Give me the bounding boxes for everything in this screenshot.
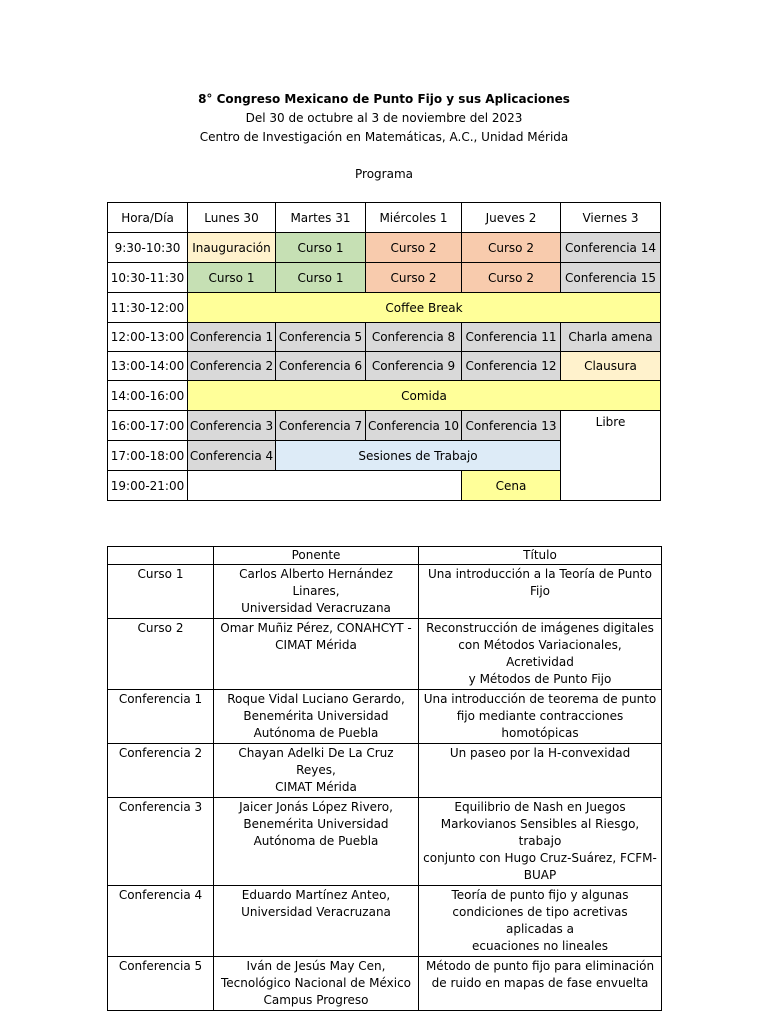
title-line: homotópicas xyxy=(501,726,579,740)
session-cell: Curso 1 xyxy=(188,263,276,293)
session-cell: Curso 1 xyxy=(276,233,366,263)
title-line: con Métodos Variacionales, Acretividad xyxy=(458,638,622,669)
dinner-cell: Cena xyxy=(462,471,561,501)
congress-dates: Del 30 de octubre al 3 de noviembre del 2023 xyxy=(245,111,523,125)
schedule-header-cell: Jueves 2 xyxy=(462,203,561,233)
schedule-header-cell: Miércoles 1 xyxy=(366,203,462,233)
empty-cell xyxy=(188,471,462,501)
session-cell: Charla amena xyxy=(561,323,661,352)
session-cell: Conferencia 10 xyxy=(366,411,462,441)
item-cell: Conferencia 3 xyxy=(108,798,214,886)
item-cell: Curso 2 xyxy=(108,619,214,690)
title-line: Markovianos Sensibles al Riesgo, trabajo xyxy=(440,817,640,848)
title-line: Equilibrio de Nash en Juegos xyxy=(454,800,626,814)
session-cell: Conferencia 7 xyxy=(276,411,366,441)
time-cell: 9:30-10:30 xyxy=(108,233,188,263)
time-cell: 17:00-18:00 xyxy=(108,441,188,471)
time-cell: 11:30-12:00 xyxy=(108,293,188,323)
schedule-row xyxy=(108,381,661,411)
speaker-cell xyxy=(214,744,419,798)
speaker-line: CIMAT Mérida xyxy=(275,638,357,652)
work-sessions-cell: Sesiones de Trabajo xyxy=(276,441,561,471)
coffee-break-cell: Coffee Break xyxy=(188,293,661,323)
speaker-line: Benemérita Universidad xyxy=(243,817,389,831)
table-row xyxy=(108,798,662,886)
item-cell: Conferencia 2 xyxy=(108,744,214,798)
table-row xyxy=(108,957,662,1011)
time-cell: 13:00-14:00 xyxy=(108,352,188,381)
speakers-header-cell: Ponente xyxy=(214,547,419,565)
table-row xyxy=(108,619,662,690)
item-cell: Conferencia 5 xyxy=(108,957,214,1011)
speaker-line: Chayan Adelki De La Cruz Reyes, xyxy=(238,746,394,777)
title-line: Método de punto fijo para eliminación xyxy=(425,959,655,973)
program-label: Programa xyxy=(355,167,413,181)
session-cell: Conferencia 12 xyxy=(462,352,561,381)
schedule-header-row xyxy=(108,203,661,233)
time-cell: 12:00-13:00 xyxy=(108,323,188,352)
session-cell: Conferencia 11 xyxy=(462,323,561,352)
title-cell xyxy=(419,798,662,886)
time-cell: 16:00-17:00 xyxy=(108,411,188,441)
item-cell: Conferencia 1 xyxy=(108,690,214,744)
table-row xyxy=(108,886,662,957)
speakers-body xyxy=(108,565,662,1011)
session-cell: Conferencia 13 xyxy=(462,411,561,441)
title-line: Una introducción de teorema de punto xyxy=(423,692,657,706)
speaker-cell xyxy=(214,886,419,957)
speaker-line: Tecnológico Nacional de México xyxy=(220,976,412,990)
title-cell xyxy=(419,886,662,957)
schedule-header-cell: Viernes 3 xyxy=(561,203,661,233)
table-row xyxy=(108,744,662,798)
speakers-header-row xyxy=(108,547,662,565)
schedule-header-cell: Lunes 30 xyxy=(188,203,276,233)
title-line: de ruido en mapas de fase envuelta xyxy=(431,976,649,990)
speaker-line: Campus Progreso xyxy=(263,993,369,1007)
speaker-line: Universidad Veracruzana xyxy=(241,601,391,615)
session-cell: Conferencia 2 xyxy=(188,352,276,381)
speaker-line: Roque Vidal Luciano Gerardo, xyxy=(227,692,405,706)
free-cell: Libre xyxy=(561,411,661,501)
title-line: Fijo xyxy=(529,584,551,598)
title-line: condiciones de tipo acretivas aplicadas a xyxy=(452,905,628,936)
speaker-line: Universidad Veracruzana xyxy=(241,905,391,919)
time-cell: 19:00-21:00 xyxy=(108,471,188,501)
session-cell: Conferencia 15 xyxy=(561,263,661,293)
congress-venue: Centro de Investigación en Matemáticas, A.C., Unidad Mérida xyxy=(199,130,569,144)
schedule-header-cell: Martes 31 xyxy=(276,203,366,233)
title-line: ecuaciones no lineales xyxy=(471,939,608,953)
session-cell: Inauguración xyxy=(188,233,276,263)
speaker-line: Autónoma de Puebla xyxy=(253,726,379,740)
speaker-line: Autónoma de Puebla xyxy=(253,834,379,848)
session-cell: Conferencia 3 xyxy=(188,411,276,441)
item-cell: Conferencia 4 xyxy=(108,886,214,957)
session-cell: Clausura xyxy=(561,352,661,381)
schedule-row xyxy=(108,263,661,293)
time-cell: 10:30-11:30 xyxy=(108,263,188,293)
session-cell: Curso 2 xyxy=(366,263,462,293)
schedule-row xyxy=(108,411,661,441)
title-line: Teoría de punto fijo y algunas xyxy=(451,888,629,902)
schedule-row xyxy=(108,293,661,323)
speaker-line: Iván de Jesús May Cen, xyxy=(246,959,386,973)
session-cell: Curso 2 xyxy=(462,263,561,293)
time-cell: 14:00-16:00 xyxy=(108,381,188,411)
schedule-table xyxy=(107,202,661,501)
schedule-row xyxy=(108,352,661,381)
table-row xyxy=(108,690,662,744)
session-cell: Conferencia 1 xyxy=(188,323,276,352)
speaker-cell xyxy=(214,798,419,886)
session-cell: Conferencia 8 xyxy=(366,323,462,352)
title-cell xyxy=(419,565,662,619)
schedule-row xyxy=(108,233,661,263)
congress-title: 8° Congreso Mexicano de Punto Fijo y sus Aplicaciones xyxy=(198,92,570,106)
session-cell: Conferencia 6 xyxy=(276,352,366,381)
session-cell: Conferencia 14 xyxy=(561,233,661,263)
item-cell: Curso 1 xyxy=(108,565,214,619)
title-line: Un paseo por la H-convexidad xyxy=(449,746,631,760)
document-header xyxy=(0,90,768,184)
speaker-cell xyxy=(214,619,419,690)
title-line: conjunto con Hugo Cruz-Suárez, FCFM- xyxy=(423,851,657,865)
speaker-line: Jaicer Jonás López Rivero, xyxy=(239,800,393,814)
speaker-cell xyxy=(214,957,419,1011)
session-cell: Conferencia 9 xyxy=(366,352,462,381)
speakers-table xyxy=(107,546,662,1011)
speaker-cell xyxy=(214,690,419,744)
title-cell xyxy=(419,690,662,744)
speaker-cell xyxy=(214,565,419,619)
title-line: y Métodos de Punto Fijo xyxy=(468,672,612,686)
session-cell: Conferencia 4 xyxy=(188,441,276,471)
speakers-header-cell xyxy=(108,547,214,565)
session-cell: Curso 2 xyxy=(366,233,462,263)
session-cell: Curso 1 xyxy=(276,263,366,293)
title-line: Reconstrucción de imágenes digitales xyxy=(426,621,654,635)
title-line: BUAP xyxy=(523,868,557,882)
schedule-header-cell: Hora/Día xyxy=(108,203,188,233)
title-cell xyxy=(419,744,662,798)
title-line: Una introducción a la Teoría de Punto xyxy=(428,567,652,581)
speaker-line: Carlos Alberto Hernández Linares, xyxy=(239,567,393,598)
title-cell xyxy=(419,619,662,690)
schedule-row xyxy=(108,323,661,352)
speaker-line: Omar Muñiz Pérez, CONAHCYT - xyxy=(220,621,412,635)
session-cell: Conferencia 5 xyxy=(276,323,366,352)
speaker-line: Eduardo Martínez Anteo, xyxy=(241,888,391,902)
table-row xyxy=(108,565,662,619)
title-line: fijo mediante contracciones xyxy=(456,709,624,723)
speaker-line: CIMAT Mérida xyxy=(275,780,357,794)
speaker-line: Benemérita Universidad xyxy=(243,709,389,723)
session-cell: Curso 2 xyxy=(462,233,561,263)
lunch-cell: Comida xyxy=(188,381,661,411)
speakers-header-cell: Título xyxy=(419,547,662,565)
title-cell xyxy=(419,957,662,1011)
